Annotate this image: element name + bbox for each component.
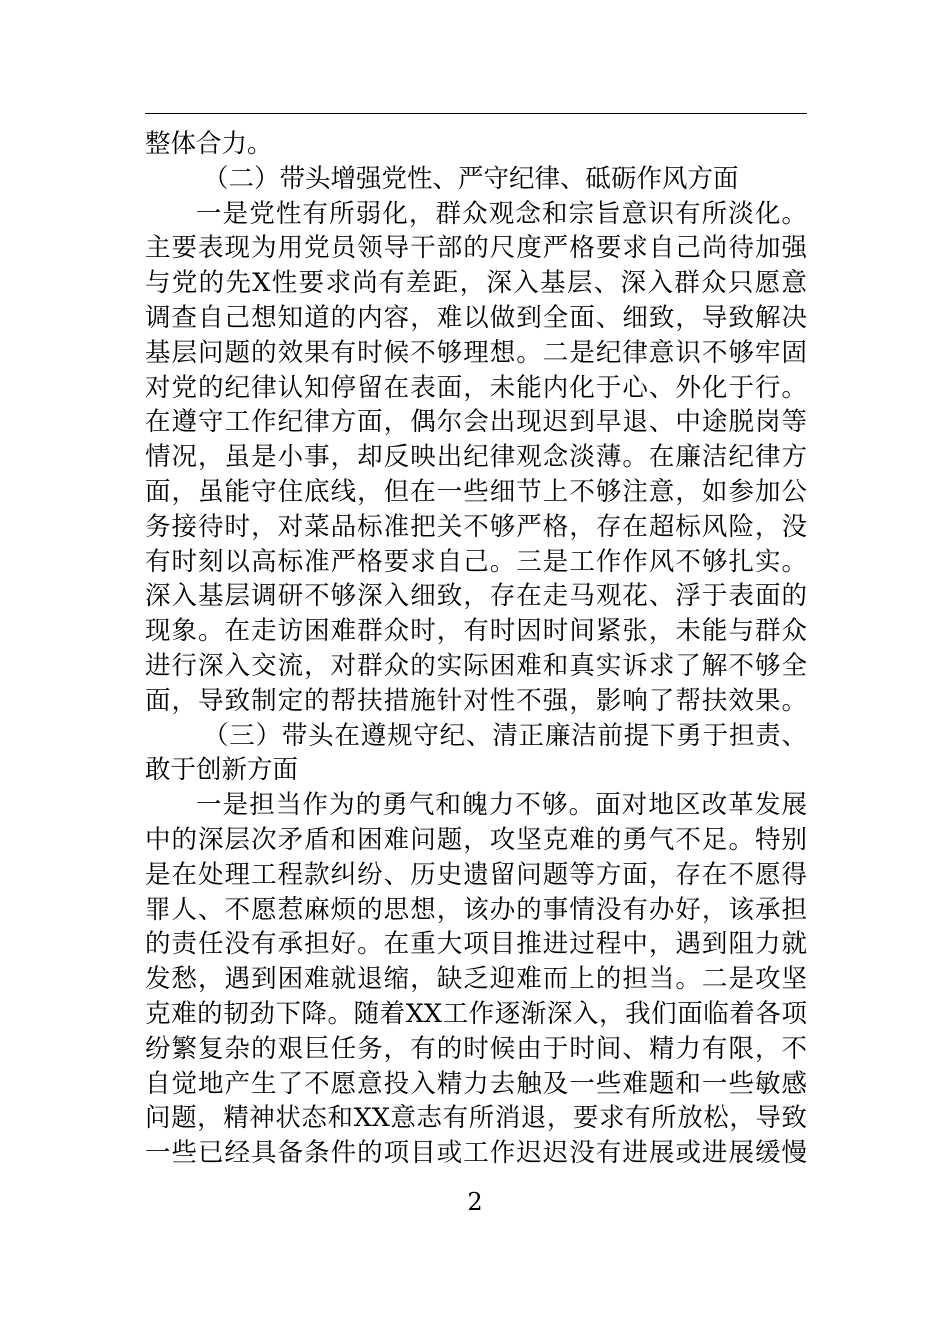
- text-line: 是在处理工程款纠纷、历史遗留问题等方面，存在不愿得: [145, 859, 807, 890]
- page-number: 2: [467, 1188, 483, 1216]
- text-line: 问题，精神状态和XX意志有所消退，要求有所放松，导致: [145, 1103, 807, 1134]
- text-line: 务接待时，对菜品标准把关不够严格，存在超标风险，没: [145, 511, 807, 542]
- text-line: 罪人、不愿惹麻烦的思想，该办的事情没有办好，该承担: [145, 894, 807, 925]
- text-line: 调查自己想知道的内容，难以做到全面、细致，导致解决: [145, 302, 807, 333]
- text-line: 与党的先X性要求尚有差距，深入基层、深入群众只愿意: [145, 268, 807, 299]
- section-heading: （二）带头增强党性、严守纪律、砥砺作风方面: [203, 163, 739, 194]
- text-line: 的责任没有承担好。在重大项目推进过程中，遇到阻力就: [145, 929, 807, 960]
- text-line: 整体合力。: [145, 129, 273, 159]
- text-line: 对党的纪律认知停留在表面，未能内化于心、外化于行。: [145, 372, 807, 403]
- text-line: 深入基层调研不够深入细致，存在走马观花、浮于表面的: [145, 581, 807, 612]
- text-line: 纷繁复杂的艰巨任务，有的时候由于时间、精力有限，不: [145, 1033, 807, 1064]
- text-line: 发愁，遇到困难就退缩，缺乏迎难而上的担当。二是攻坚: [145, 964, 807, 995]
- paragraph-first-line: 一是担当作为的勇气和魄力不够。面对地区改革发展: [196, 790, 807, 821]
- text-line: 一些已经具备条件的项目或工作迟迟没有进展或进展缓慢: [145, 1138, 807, 1169]
- text-line: 自觉地产生了不愿意投入精力去触及一些难题和一些敏感: [145, 1068, 807, 1099]
- text-line: 在遵守工作纪律方面，偶尔会出现迟到早退、中途脱岗等: [145, 407, 807, 438]
- header-rule: [145, 113, 807, 114]
- document-body: [145, 127, 807, 1171]
- text-line: 现象。在走访困难群众时，有时因时间紧张，未能与群众: [145, 616, 807, 647]
- text-line: 中的深层次矛盾和困难问题，攻坚克难的勇气不足。特别: [145, 824, 807, 855]
- text-line: 面，虽能守住底线，但在一些细节上不够注意，如参加公: [145, 476, 807, 507]
- section-heading-continuation: 敢于创新方面: [145, 755, 299, 786]
- section-heading: （三）带头在遵规守纪、清正廉洁前提下勇于担责、: [203, 720, 807, 751]
- text-line: 情况，虽是小事，却反映出纪律观念淡薄。在廉洁纪律方: [145, 442, 807, 473]
- paragraph-first-line: 一是党性有所弱化，群众观念和宗旨意识有所淡化。: [196, 198, 807, 229]
- text-line: 面，导致制定的帮扶措施针对性不强，影响了帮扶效果。: [145, 685, 807, 716]
- text-line: 有时刻以高标准严格要求自己。三是工作作风不够扎实。: [145, 546, 807, 577]
- text-line: 克难的韧劲下降。随着XX工作逐渐深入，我们面临着各项: [145, 998, 807, 1029]
- text-line: 基层问题的效果有时候不够理想。二是纪律意识不够牢固: [145, 337, 807, 368]
- text-line: 主要表现为用党员领导干部的尺度严格要求自己尚待加强: [145, 233, 807, 264]
- text-line: 进行深入交流，对群众的实际困难和真实诉求了解不够全: [145, 650, 807, 681]
